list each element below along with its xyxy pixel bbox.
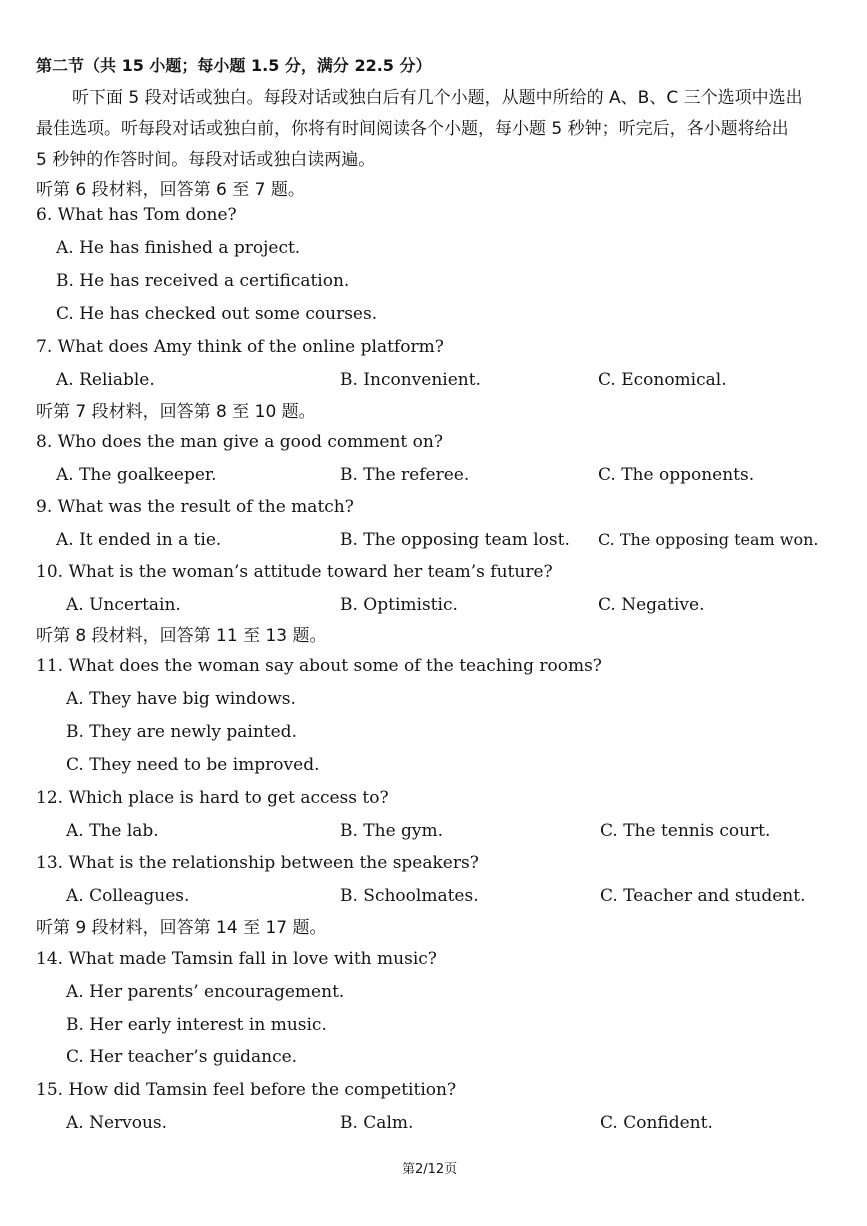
group-header-7: 听第 7 段材料，回答第 8 至 10 题。 [36, 402, 316, 422]
question-7-option-b: B. Inconvenient. [340, 370, 481, 390]
question-15-option-c: C. Confident. [600, 1113, 713, 1133]
question-stem-15: 15. How did Tamsin feel before the competition? [36, 1080, 457, 1100]
question-12-option-c: C. The tennis court. [600, 821, 771, 841]
question-11-option-b: B. They are newly painted. [66, 722, 297, 742]
question-6-option-b: B. He has received a certification. [56, 271, 350, 291]
question-13-option-b: B. Schoolmates. [340, 886, 479, 906]
question-13-option-c: C. Teacher and student. [600, 886, 806, 906]
question-7-option-a: A. Reliable. [56, 370, 155, 390]
group-header-9: 听第 9 段材料，回答第 14 至 17 题。 [36, 918, 327, 938]
question-stem-7: 7. What does Amy think of the online platform? [36, 337, 444, 357]
question-14-option-b: B. Her early interest in music. [66, 1015, 327, 1035]
question-stem-6: 6. What has Tom done? [36, 205, 237, 225]
question-7-option-c: C. Economical. [598, 370, 727, 390]
question-9-option-b: B. The opposing team lost. [340, 530, 570, 550]
section-title: 第二节（共 15 小题；每小题 1.5 分，满分 22.5 分） [36, 56, 432, 75]
question-stem-11: 11. What does the woman say about some of the teaching rooms? [36, 656, 602, 676]
question-12-option-a: A. The lab. [66, 821, 159, 841]
question-10-option-c: C. Negative. [598, 595, 705, 615]
question-9-option-c: C. The opposing team won. [598, 530, 819, 549]
question-10-option-b: B. Optimistic. [340, 595, 458, 615]
question-14-option-a: A. Her parents’ encouragement. [66, 982, 345, 1002]
question-6-option-c: C. He has checked out some courses. [56, 304, 378, 324]
group-header-8: 听第 8 段材料，回答第 11 至 13 题。 [36, 626, 327, 646]
question-8-option-b: B. The referee. [340, 465, 470, 485]
question-13-option-a: A. Colleagues. [66, 886, 190, 906]
question-12-option-b: B. The gym. [340, 821, 444, 841]
instruction-line-2: 最佳选项。听每段对话或独白前，你将有时间阅读各个小题，每小题 5 秒钟；听完后，各小题将给出 [36, 119, 789, 139]
question-10-option-a: A. Uncertain. [66, 595, 181, 615]
instruction-line-1: 听下面 5 段对话或独白。每段对话或独白后有几个小题，从题中所给的 A、B、C 三个选项中选出 [72, 88, 803, 108]
question-11-option-c: C. They need to be improved. [66, 755, 320, 775]
group-header-6: 听第 6 段材料，回答第 6 至 7 题。 [36, 180, 305, 200]
question-8-option-a: A. The goalkeeper. [56, 465, 217, 485]
question-stem-12: 12. Which place is hard to get access to? [36, 788, 389, 808]
question-8-option-c: C. The opponents. [598, 465, 755, 485]
question-15-option-a: A. Nervous. [66, 1113, 168, 1133]
question-stem-8: 8. Who does the man give a good comment on? [36, 432, 443, 452]
question-stem-9: 9. What was the result of the match? [36, 497, 354, 517]
question-stem-14: 14. What made Tamsin fall in love with music? [36, 949, 437, 969]
question-stem-10: 10. What is the woman’s attitude toward her team’s future? [36, 562, 553, 582]
question-stem-13: 13. What is the relationship between the speakers? [36, 853, 479, 873]
question-14-option-c: C. Her teacher’s guidance. [66, 1047, 298, 1067]
page-number: 第2/12页 [402, 1162, 458, 1177]
question-9-option-a: A. It ended in a tie. [56, 530, 222, 550]
question-6-option-a: A. He has finished a project. [56, 238, 301, 258]
question-15-option-b: B. Calm. [340, 1113, 414, 1133]
instruction-line-3: 5 秒钟的作答时间。每段对话或独白读两遍。 [36, 150, 376, 170]
question-11-option-a: A. They have big windows. [66, 689, 296, 709]
